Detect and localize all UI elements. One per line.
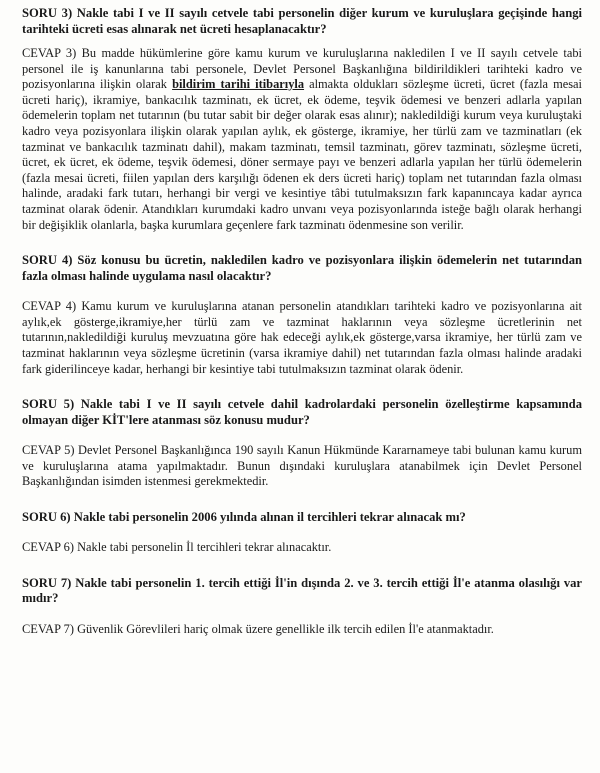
answer-3-text-end: almakta oldukları sözleşme ücreti, ücret (fazla mesai ücreti hariç), ikramiye, bankacılık tazminatı, ek ücret, ek ödeme, teşvik ödemesi ve benzeri adlarla yapılan ödemelerin toplam net tutarının (bu tutar sabit bir değer olarak esas alınır); nakledildiği kurum veya kuruluştaki kadro veya pozisyonlara ilişkin olarak yapılan aylık, ek gösterge, ikramiye, her türlü zam ve tazminatları (ek tazminat ve bankacılık tazminatı dahil), makam tazminatı, temsil tazminatı, görev tazminatı, sözleşme ücreti, ücret, ek ücret, ek ödeme, teşvik ödemesi, döner sermaye payı ve benzeri adlarla yapılan her türlü ödemelerin (fazla mesai ücreti, fiilen yapılan ders karşılığı ödenen ek ders ücreti hariç) toplam net tutarından fazla olması halinde, aradaki fark tutarı, herhangi bir vergi ve kesintiye tâbi tutulmaksızın fark kapanıncaya kadar ayrıca tazminat olarak ödenir. Atandıkları kurumdaki kadro unvanı veya pozisyonlarında isteğe bağlı olarak herhangi bir değişiklik olanlarla, başka kurumlara geçenlere fark tazminatı ödenmesine son verilir.	[22, 77, 582, 232]
answer-3	[22, 46, 582, 233]
answer-5: CEVAP 5) Devlet Personel Başkanlığınca 190 sayılı Kanun Hükmünde Kararnameye tabi bulunan kamu kurum ve kuruluşlarına atama yapılmaktadır. Bunun dışındaki kuruluşlara atanabilmek için Devlet Personel Başkanlığından isimden istenmesi gerekmektedir.	[22, 443, 582, 489]
answer-4: CEVAP 4) Kamu kurum ve kuruluşlarına atanan personelin atandıkları tarihteki kadro ve pozisyonlarına ait aylık,ek gösterge,ikramiye,her türlü zam ve tazminat haklarının veya sözleşme ücretlerinin net tutarının,nakledildiği kuruluş mevzuatına göre hak edeceği aylık,ek gösterge,varsa ikramiye, her türlü zam ve tazminat haklarının veya sözleşme ücretinin (varsa ikramiye dahil) net tutarından fazla olması halinde aradaki fark giderilinceye kadar, herhangi bir kesintiye tabi tutulmaksızın tazminat olarak ödenir.	[22, 299, 582, 376]
question-6: SORU 6) Nakle tabi personelin 2006 yılında alınan il tercihleri tekrar alınacak mı?	[22, 509, 466, 524]
answer-3-text-start: CEVAP 3) Bu madde hükümlerine göre kamu kurum ve kuruluşlarına nakledilen I ve II sayılı cetvele tabi personel ile iş kanunlarına tabi personele, Devlet Personel Başkanlığına bildirildikleri tarihteki kadro ve pozisyonlarına ilişkin olarak	[22, 46, 582, 92]
question-4: SORU 4) Söz konusu bu ücretin, nakledilen kadro ve pozisyonlara ilişkin ödemelerin net tutarından fazla olması halinde uygulama nasıl olacaktır?	[22, 253, 582, 283]
answer-6: CEVAP 6) Nakle tabi personelin İl tercihleri tekrar alınacaktır.	[22, 540, 332, 555]
answer-3-emphasis: bildirim tarihi itibarıyla	[172, 77, 305, 92]
question-3: SORU 3) Nakle tabi I ve II sayılı cetvele tabi personelin diğer kurum ve kuruluşlara geçişinde hangi tarihteki ücreti esas alınarak net ücreti hesaplanacaktır?	[22, 6, 582, 36]
question-5: SORU 5) Nakle tabi I ve II sayılı cetvele dahil kadrolardaki personelin özelleştirme kapsamında olmayan diğer KİT'lere atanması söz konusu mudur?	[22, 397, 582, 427]
question-7: SORU 7) Nakle tabi personelin 1. tercih ettiği İl'in dışında 2. ve 3. tercih ettiği İl'e atanma olasılığı var mıdır?	[22, 575, 582, 606]
answer-7: CEVAP 7) Güvenlik Görevlileri hariç olmak üzere genellikle ilk tercih edilen İl'e atanmaktadır.	[22, 621, 494, 636]
